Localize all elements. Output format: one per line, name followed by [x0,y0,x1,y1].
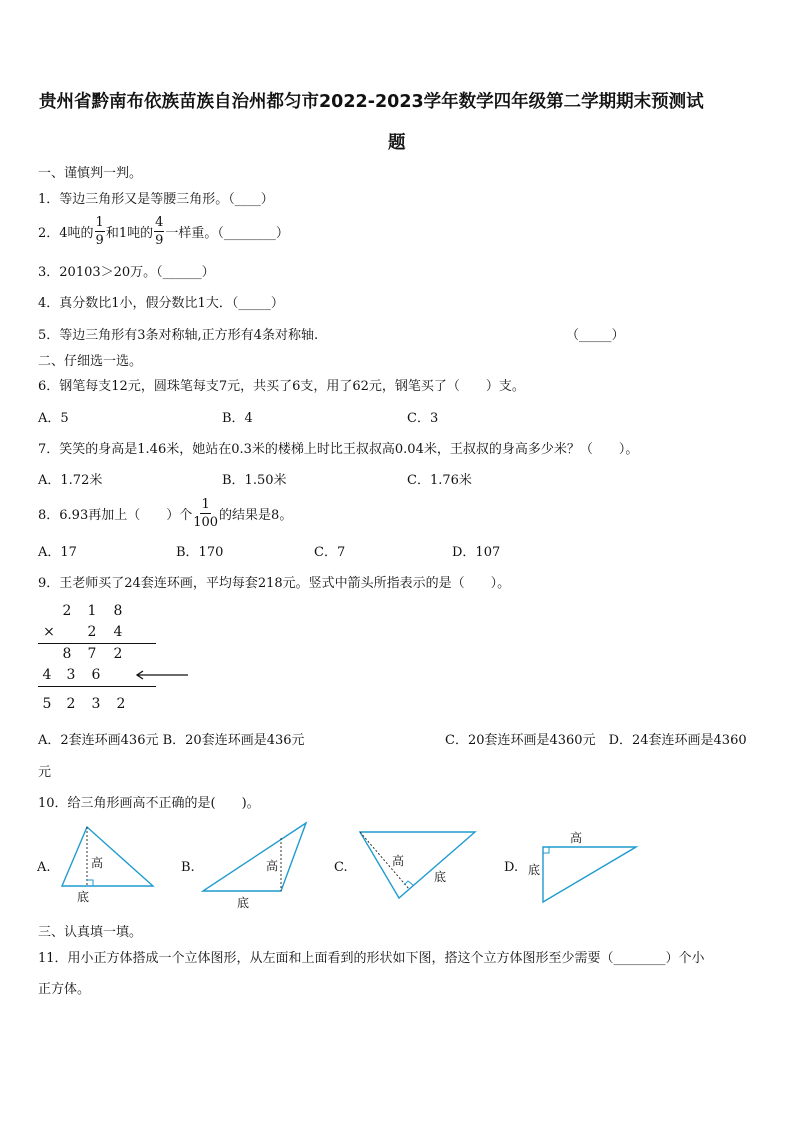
calc-digit: 7 [87,646,97,662]
question-8-option-d: D．107 [452,545,501,560]
section-heading-1: 一、谨慎判一判。 [38,166,143,181]
doc-title-line1: 贵州省黔南布依族苗族自治州都匀市2022-2023学年数学四年级第二学期期末预测试 [39,92,704,112]
question-5: 5．等边三角形有3条对称轴,正方形有4条对称轴. [38,328,319,343]
triangles-figure [30,818,650,912]
question-9-options-cd: C．20套连环画是4360元 D．24套连环画是4360 [445,733,747,748]
calc-rule-1 [38,643,156,644]
fraction-numerator: 4 [155,214,164,230]
fraction-1-9 [95,216,105,247]
arrow-left-icon [134,669,190,681]
calc-digit: 2 [116,696,126,712]
calc-digit: 2 [62,603,72,619]
fraction-numerator: 1 [95,214,104,230]
height-label: 高 [91,856,104,870]
fraction-4-9 [154,216,164,247]
question-2-text-b: 和1吨的 [105,225,154,241]
base-label: 底 [434,870,447,884]
fraction-denominator: 9 [155,232,164,248]
option-label-d: D. [504,860,519,875]
section-heading-2: 二、仔细选一选。 [38,354,143,369]
question-6-option-c: C．3 [407,411,439,426]
calc-digit: 2 [66,696,76,712]
calc-digit: 1 [87,603,97,619]
triangle-c [360,832,475,898]
calc-rule-2 [38,686,156,687]
vertical-multiplication [38,603,198,713]
base-label: 底 [77,890,90,904]
question-5-blank: （_____） [566,328,625,343]
base-label: 底 [528,863,541,877]
fraction-denominator: 100 [193,514,219,530]
calc-digit: 5 [42,696,52,712]
question-8-option-b: B．170 [176,545,224,560]
question-7-option-a: A．1.72米 [38,473,103,488]
calc-digit: 2 [87,624,97,640]
triangle-a [62,827,153,904]
question-10: 10．给三角形画高不正确的是( )。 [38,796,260,811]
question-11-line1: 11．用小正方体搭成一个立体图形，从左面和上面看到的形状如下图，搭这个立方体图形至少需要（________）个小 [38,951,705,966]
calc-digit: 4 [42,667,52,683]
question-2-text-c: 一样重。（________） [165,225,289,241]
question-9-options-wrap: 元 [38,765,52,780]
calc-digit: 2 [113,646,123,662]
fraction-denominator: 9 [95,232,104,248]
question-8-text-a: 8．6.93再加上（ ）个 [38,507,193,523]
question-2 [38,213,289,249]
calc-digit: 6 [91,667,101,683]
calc-digit: 8 [62,646,72,662]
base-label: 底 [237,896,250,910]
doc-title-line2: 题 [388,133,406,153]
question-9-options-ab: A．2套连环画436元 B．20套连环画是436元 [38,733,305,748]
question-8-option-a: A．17 [38,545,77,560]
triangle-b [203,823,306,910]
height-label: 高 [266,859,279,873]
question-1: 1．等边三角形又是等腰三角形。（____） [38,192,274,207]
calc-digit: 4 [113,624,123,640]
option-label-a: A. [37,860,51,875]
question-8 [38,494,292,532]
fraction-1-100 [193,498,218,529]
question-9: 9．王老师买了24套连环画，平均每套218元。竖式中箭头所指表示的是（ ）。 [38,576,511,591]
height-label: 高 [570,831,583,845]
times-sign: × [43,624,55,640]
height-label: 高 [392,854,405,868]
fraction-numerator: 1 [201,496,210,512]
question-8-option-c: C．7 [314,545,346,560]
calc-digit: 3 [91,696,101,712]
question-7-option-c: C．1.76米 [407,473,472,488]
question-7: 7．笑笑的身高是1.46米，她站在0.3米的楼梯上时比王叔叔高0.04米，王叔叔的身高多少米？（ ）。 [38,442,639,457]
section-heading-3: 三、认真填一填。 [38,925,143,940]
question-3: 3．20103＞20万。（______） [38,265,215,280]
calc-digit: 8 [113,603,123,619]
question-6-option-a: A．5 [38,411,69,426]
question-8-text-b: 的结果是8。 [219,507,293,523]
triangle-d [528,830,636,902]
option-label-b: B. [181,860,195,875]
option-label-c: C. [334,860,348,875]
question-6: 6．钢笔每支12元，圆珠笔每支7元，共买了6支，用了62元，钢笔买了（ ）支。 [38,379,525,394]
question-11-line2: 正方体。 [38,982,91,997]
question-4: 4．真分数比1小，假分数比1大．（_____） [38,296,284,311]
question-6-option-b: B．4 [222,411,253,426]
question-7-option-b: B．1.50米 [222,473,287,488]
question-2-text-a: 2．4吨的 [38,225,94,241]
calc-digit: 3 [66,667,76,683]
